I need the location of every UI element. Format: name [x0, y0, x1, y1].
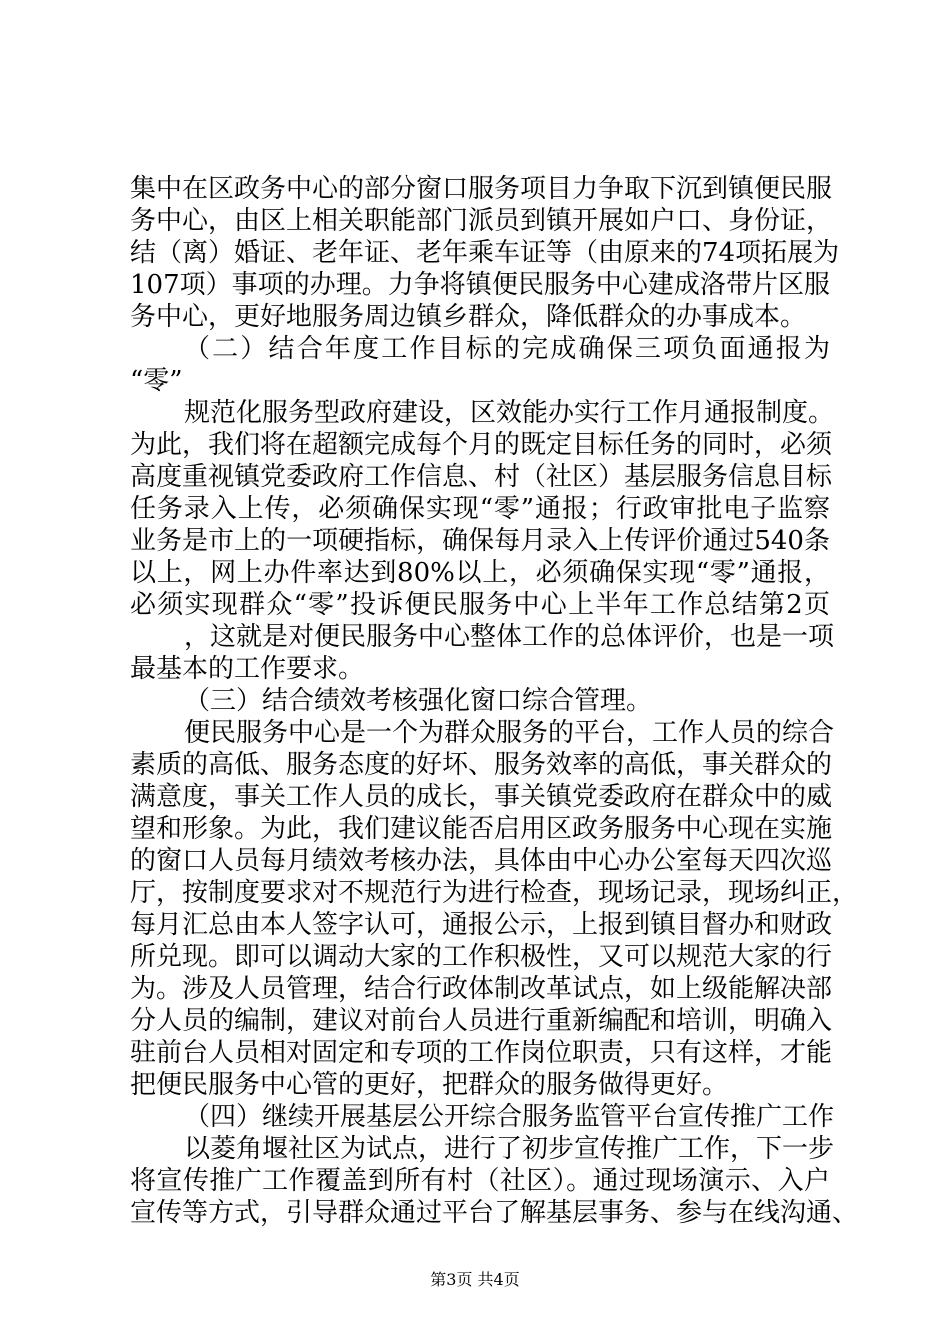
body-line: 高度重视镇党委政府工作信息、村（社区）基层服务信息目标	[130, 462, 833, 492]
body-line: 的窗口人员每月绩效考核办法，具体由中心办公室每天四次巡	[130, 846, 833, 876]
body-line: 所兑现。即可以调动大家的工作积极性，又可以规范大家的行	[130, 942, 833, 972]
body-line: 宣传等方式，引导群众通过平台了解基层事务、参与在线沟通、	[130, 1198, 859, 1228]
body-line: 厅，按制度要求对不规范行为进行检查，现场记录，现场纠正，	[130, 878, 859, 908]
body-line: 便民服务中心是一个为群众服务的平台，工作人员的综合	[184, 718, 835, 748]
body-line: 为此，我们将在超额完成每个月的既定目标任务的同时，必须	[130, 430, 833, 460]
body-line: 业务是市上的一项硬指标，确保每月录入上传评价通过540条	[130, 526, 830, 556]
body-line: 集中在区政务中心的部分窗口服务项目力争取下沉到镇便民服	[130, 174, 833, 204]
body-line: 务中心，更好地服务周边镇乡群众，降低群众的办事成本。	[130, 302, 807, 332]
body-line: 以菱角堰社区为试点，进行了初步宣传推广工作，下一步	[184, 1134, 835, 1164]
body-line: 任务录入上传，必须确保实现“零”通报；行政审批电子监察	[130, 494, 830, 524]
body-line: 把便民服务中心管的更好，把群众的服务做得更好。	[130, 1070, 729, 1100]
page-number-footer: 第3页 共4页	[430, 1270, 520, 1289]
body-line: 以上，网上办件率达到80%以上，必须确保实现“零”通报，	[130, 558, 830, 588]
section-heading-continued: “零”	[130, 366, 183, 396]
body-line: 为。涉及人员管理，结合行政体制改革试点，如上级能解决部	[130, 974, 833, 1004]
body-line: 素质的高低、服务态度的好坏、服务效率的高低，事关群众的	[130, 750, 833, 780]
body-line: 必须实现群众“零”投诉便民服务中心上半年工作总结第2页	[130, 590, 830, 620]
body-line: 满意度，事关工作人员的成长，事关镇党委政府在群众中的威	[130, 782, 833, 812]
body-line: 将宣传推广工作覆盖到所有村（社区）。通过现场演示、入户	[130, 1166, 830, 1196]
body-line: 望和形象。为此，我们建议能否启用区政务服务中心现在实施	[130, 814, 833, 844]
body-line: ，这就是对便民服务中心整体工作的总体评价，也是一项	[184, 622, 835, 652]
section-heading: （四）继续开展基层公开综合服务监管平台宣传推广工作	[184, 1102, 835, 1132]
body-line: 驻前台人员相对固定和专项的工作岗位职责，只有这样，才能	[130, 1038, 833, 1068]
body-line: 每月汇总由本人签字认可，通报公示，上报到镇目督办和财政	[130, 910, 833, 940]
body-line: 规范化服务型政府建设，区效能办实行工作月通报制度。	[184, 398, 835, 428]
body-line: 结（离）婚证、老年证、老年乘车证等（由原来的74项拓展为	[130, 238, 840, 268]
section-heading: （二）结合年度工作目标的完成确保三项负面通报为	[184, 334, 830, 364]
body-line: 最基本的工作要求。	[130, 654, 365, 684]
body-line: 107项）事项的办理。力争将镇便民服务中心建成洛带片区服	[130, 270, 830, 300]
body-line: 务中心，由区上相关职能部门派员到镇开展如户口、身份证，	[130, 206, 833, 236]
section-heading: （三）结合绩效考核强化窗口综合管理。	[184, 686, 653, 716]
body-line: 分人员的编制，建议对前台人员进行重新编配和培训，明确入	[130, 1006, 833, 1036]
